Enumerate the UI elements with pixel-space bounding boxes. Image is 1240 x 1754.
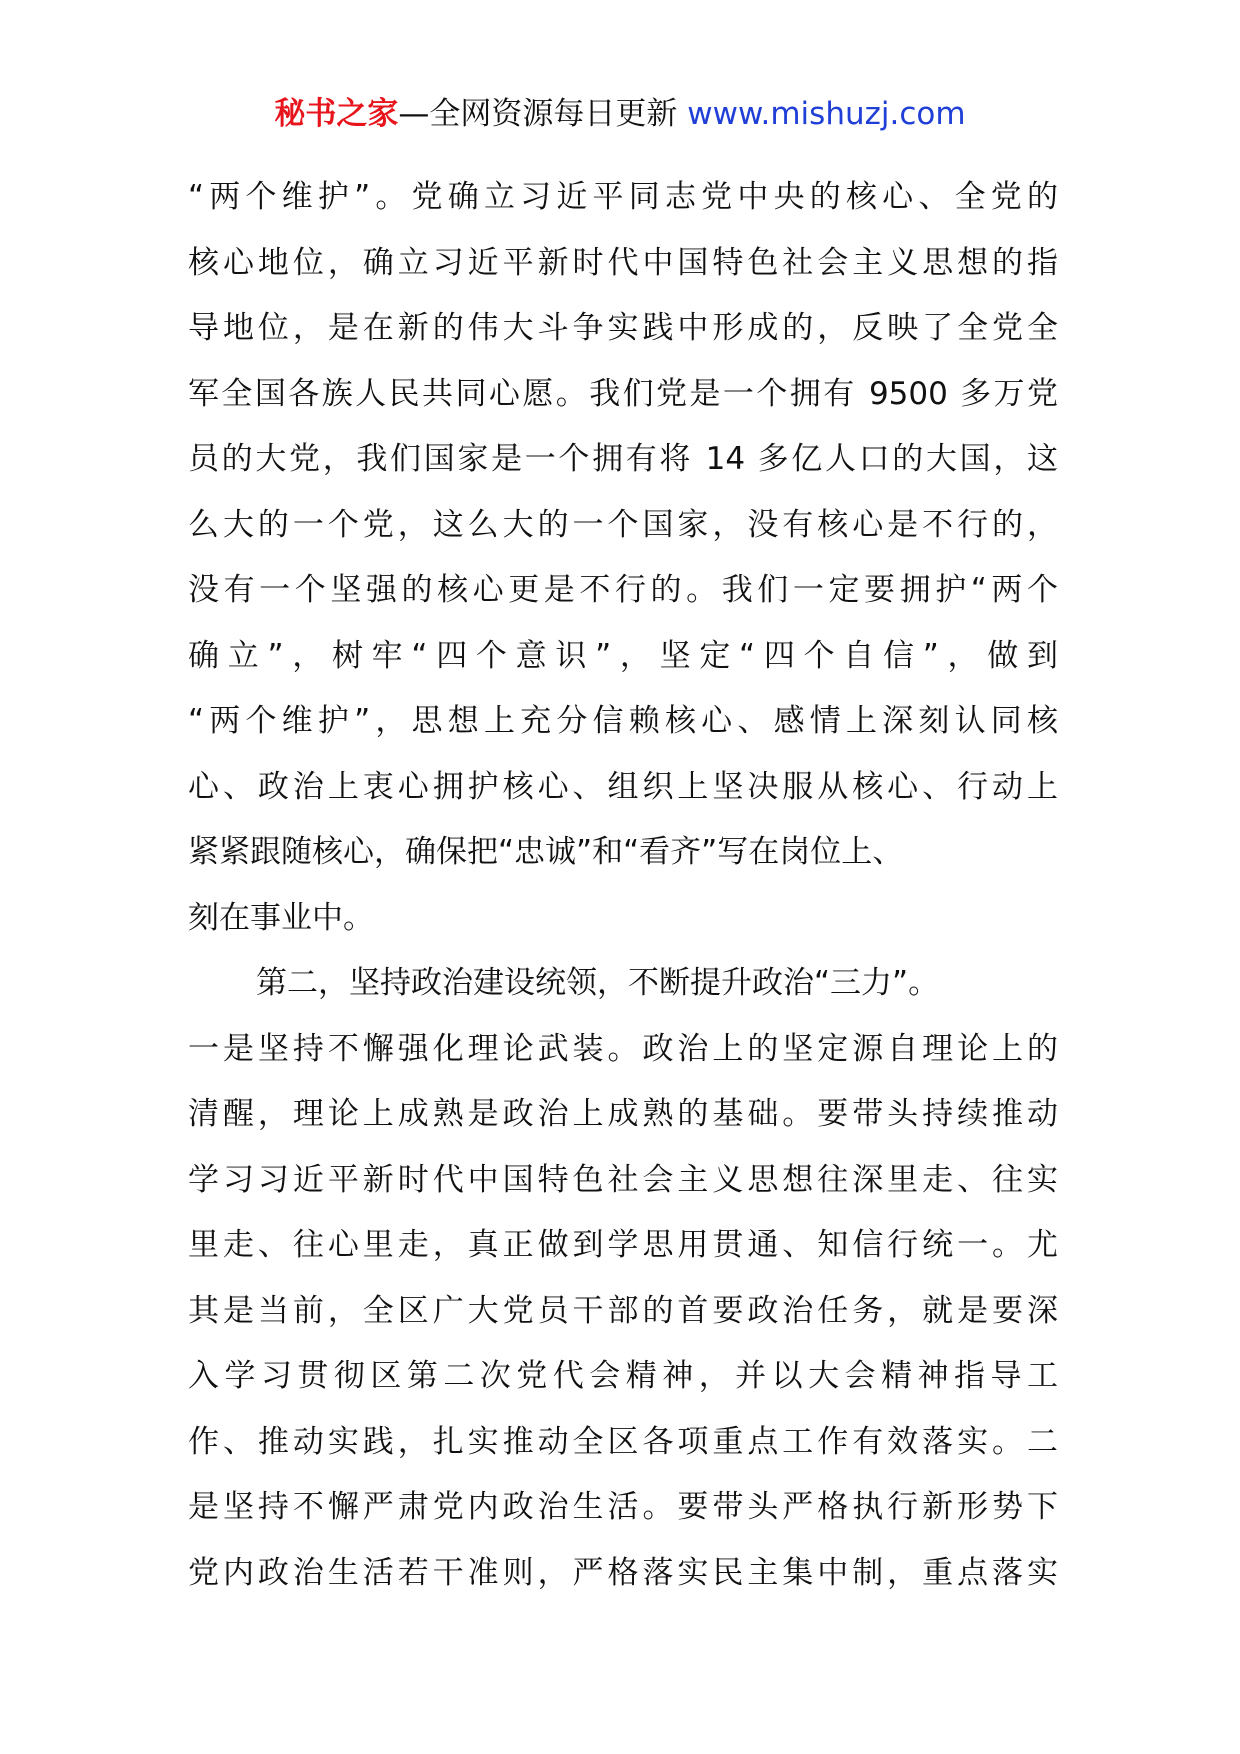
text-line: 军全国各族人民共同心愿。我们党是一个拥有 9500 多万党 — [188, 375, 1058, 412]
text-line: 其是当前，全区广大党员干部的首要政治任务，就是要深 — [188, 1292, 1058, 1329]
text-line: 一是坚持不懈强化理论武装。政治上的坚定源自理论上的 — [188, 1030, 1058, 1067]
page-header — [0, 94, 1240, 134]
text-line: 核心地位，确立习近平新时代中国特色社会主义思想的指 — [188, 244, 1058, 281]
text-line: 作、推动实践，扎实推动全区各项重点工作有效落实。二 — [188, 1423, 1058, 1460]
text-line: 刻在事业中。 — [188, 899, 374, 936]
text-line: “两个维护”，思想上充分信赖核心、感情上深刻认同核 — [188, 703, 1058, 739]
text-line: 没有一个坚强的核心更是不行的。我们一定要拥护“两个 — [188, 572, 1058, 608]
text-line: 么大的一个党，这么大的一个国家，没有核心是不行的， — [188, 506, 1058, 543]
text-line: 党内政治生活若干准则，严格落实民主集中制，重点落实 — [188, 1554, 1058, 1591]
site-url-link[interactable]: www.mishuzj.com — [687, 96, 966, 132]
text-line: “两个维护”。党确立习近平同志党中央的核心、全党的 — [188, 179, 1058, 215]
header-tagline: —全网资源每日更新 — [398, 96, 678, 132]
paragraph-1 — [188, 165, 1058, 951]
text-line: 入学习贯彻区第二次党代会精神，并以大会精神指导工 — [188, 1358, 1058, 1394]
text-line: 第二，坚持政治建设统领，不断提升政治“三力”。 — [256, 965, 940, 1001]
brand-name: 秘书之家 — [274, 96, 399, 132]
text-line: 导地位，是在新的伟大斗争实践中形成的，反映了全党全 — [188, 310, 1058, 346]
paragraph-2 — [188, 951, 1058, 1606]
text-line: 是坚持不懈严肃党内政治生活。要带头严格执行新形势下 — [188, 1489, 1058, 1525]
text-line: 紧紧跟随核心，确保把“忠诚”和“看齐”写在岗位上、 — [188, 834, 904, 870]
text-line: 心、政治上衷心拥护核心、组织上坚决服从核心、行动上 — [188, 768, 1058, 805]
text-line: 确立”，树牢“四个意识”，坚定“四个自信”，做到 — [188, 637, 1058, 674]
text-line: 员的大党，我们国家是一个拥有将 14 多亿人口的大国，这 — [188, 441, 1058, 477]
text-line: 学习习近平新时代中国特色社会主义思想往深里走、往实 — [188, 1161, 1058, 1198]
text-line: 里走、往心里走，真正做到学思用贯通、知信行统一。尤 — [188, 1227, 1058, 1263]
text-line: 清醒，理论上成熟是政治上成熟的基础。要带头持续推动 — [188, 1096, 1058, 1132]
document-body — [188, 165, 1058, 1606]
